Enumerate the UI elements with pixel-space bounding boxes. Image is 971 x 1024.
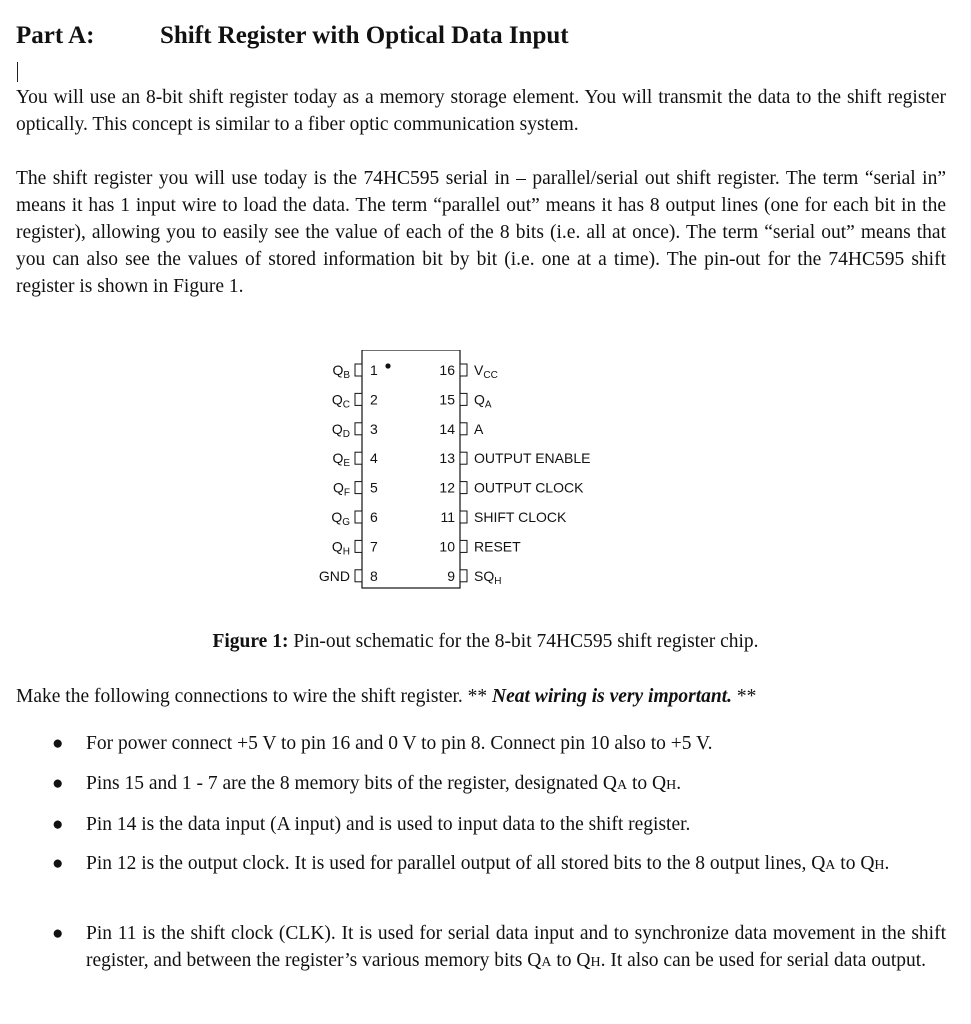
pin-name-label: $Q_C$ <box>331 391 350 411</box>
instructions-lead <box>16 686 756 708</box>
list-item <box>52 850 946 879</box>
right-pin-column <box>439 362 590 587</box>
pinout-schematic <box>300 350 620 600</box>
list-item-text: Pin 11 is the shift clock (CLK). It is used for serial data input and to synchronize data movement in the shift register, and between the register’s various memory bits QA to QH. It also can be used for serial data output. <box>86 923 946 971</box>
pin-number-label: 13 <box>439 450 455 467</box>
section-title: Shift Register with Optical Data Input <box>160 22 569 49</box>
bullet-icon: ● <box>52 773 64 794</box>
list-item <box>52 770 946 799</box>
pin-number-label: 2 <box>370 391 378 408</box>
pin-name-label: RESET <box>474 538 521 555</box>
pin-number-label: 1 <box>370 362 378 378</box>
pin-number-label: 9 <box>447 567 455 584</box>
lead-emphasis: Neat wiring is very important. <box>492 686 733 707</box>
pin-number-label: 12 <box>439 479 455 496</box>
pin-number-label: 14 <box>439 420 455 437</box>
bullet-icon: ● <box>52 853 64 874</box>
lead-end: ** <box>732 686 757 707</box>
pin-number-label: 11 <box>440 509 455 525</box>
list-item-text: Pins 15 and 1 - 7 are the 8 memory bits of the register, designated QA to QH. <box>86 773 682 794</box>
pin-name-label: $Q_F$ <box>333 479 350 499</box>
pin-name-label: $V_{CC}$ <box>474 362 498 381</box>
pin-name-label: $Q_B$ <box>332 362 350 381</box>
pin-name-label: OUTPUT ENABLE <box>474 450 591 467</box>
pin-name-label: $Q_D$ <box>331 420 350 440</box>
list-item-text: Pin 14 is the data input (A input) and is used to input data to the shift register. <box>86 814 691 835</box>
pin-number-label: 4 <box>370 450 378 467</box>
pin-number-label: 3 <box>370 420 378 437</box>
caption-label: Figure 1: <box>212 631 289 652</box>
text-cursor <box>17 62 18 82</box>
pin-stub <box>355 540 362 552</box>
pin-stub <box>460 364 467 376</box>
pin-stub <box>460 570 467 582</box>
pin-name-label: $Q_G$ <box>331 509 350 528</box>
list-item-text: For power connect +5 V to pin 16 and 0 V to pin 8. Connect pin 10 also to +5 V. <box>86 733 713 754</box>
list-item <box>52 730 946 757</box>
pin-stub <box>460 393 467 405</box>
pin-name-label: OUTPUT CLOCK <box>474 479 584 496</box>
pin-name-label: SHIFT CLOCK <box>474 509 567 525</box>
pin-name-label: $Q_E$ <box>332 450 350 470</box>
pin-number-label: 5 <box>370 479 378 496</box>
pin-number-label: 10 <box>439 538 455 555</box>
pin-stub <box>355 364 362 376</box>
pin-number-label: 7 <box>370 538 378 555</box>
bullet-icon: ● <box>52 923 64 944</box>
pin-stub <box>355 570 362 582</box>
pin-stub <box>460 452 467 464</box>
lead-text: Make the following connections to wire the shift register. ** <box>16 686 493 707</box>
intro-paragraph: You will use an 8-bit shift register today as a memory storage element. You will transmit the data to the shift register optically. This concept is similar to a fiber optic communication system. <box>16 87 946 135</box>
pin-name-label: $Q_H$ <box>331 538 350 558</box>
description-paragraph: The shift register you will use today is the 74HC595 serial in – parallel/serial out shift register. The term “serial in” means it has 1 input wire to load the data. The term “parallel out” means it has 8 output lines (one for each bit in the register), allowing you to easily see the value of each of the 8 bits (i.e. all at once). The term “serial out” means that you can also see the values of stored information bit by bit (i.e. one at a time). The pin-out for the 74HC595 shift register is shown in Figure 1. <box>16 168 946 297</box>
figure-caption <box>0 631 971 653</box>
pin-stub <box>355 452 362 464</box>
pin-number-label: 15 <box>439 391 455 408</box>
pin-stub <box>460 511 467 523</box>
caption-text: Pin-out schematic for the 8-bit 74HC595 shift register chip. <box>293 631 759 652</box>
pin-name-label: A <box>474 420 484 437</box>
pin-number-label: 8 <box>370 567 378 584</box>
list-item <box>52 920 946 976</box>
pin-stub <box>355 511 362 523</box>
part-label: Part A: <box>16 22 95 49</box>
pin-stub <box>460 540 467 552</box>
pin-name-label: GND <box>318 567 350 584</box>
pin-stub <box>460 482 467 494</box>
bullet-icon: ● <box>52 733 64 754</box>
pin-number-label: 16 <box>439 362 455 378</box>
pin-name-label: $Q_A$ <box>474 391 492 411</box>
list-item <box>52 811 946 838</box>
pin-name-label: $SQ_H$ <box>474 567 502 587</box>
pin-stub <box>355 482 362 494</box>
bullet-icon: ● <box>52 814 64 835</box>
pin-stub <box>460 423 467 435</box>
list-item-text: Pin 12 is the output clock. It is used for parallel output of all stored bits to the 8 output lines, QA to QH. <box>86 853 890 874</box>
pin1-marker <box>385 363 390 368</box>
pin-stub <box>355 393 362 405</box>
pin-number-label: 6 <box>370 509 378 525</box>
pin-stub <box>355 423 362 435</box>
section-heading <box>16 22 569 50</box>
